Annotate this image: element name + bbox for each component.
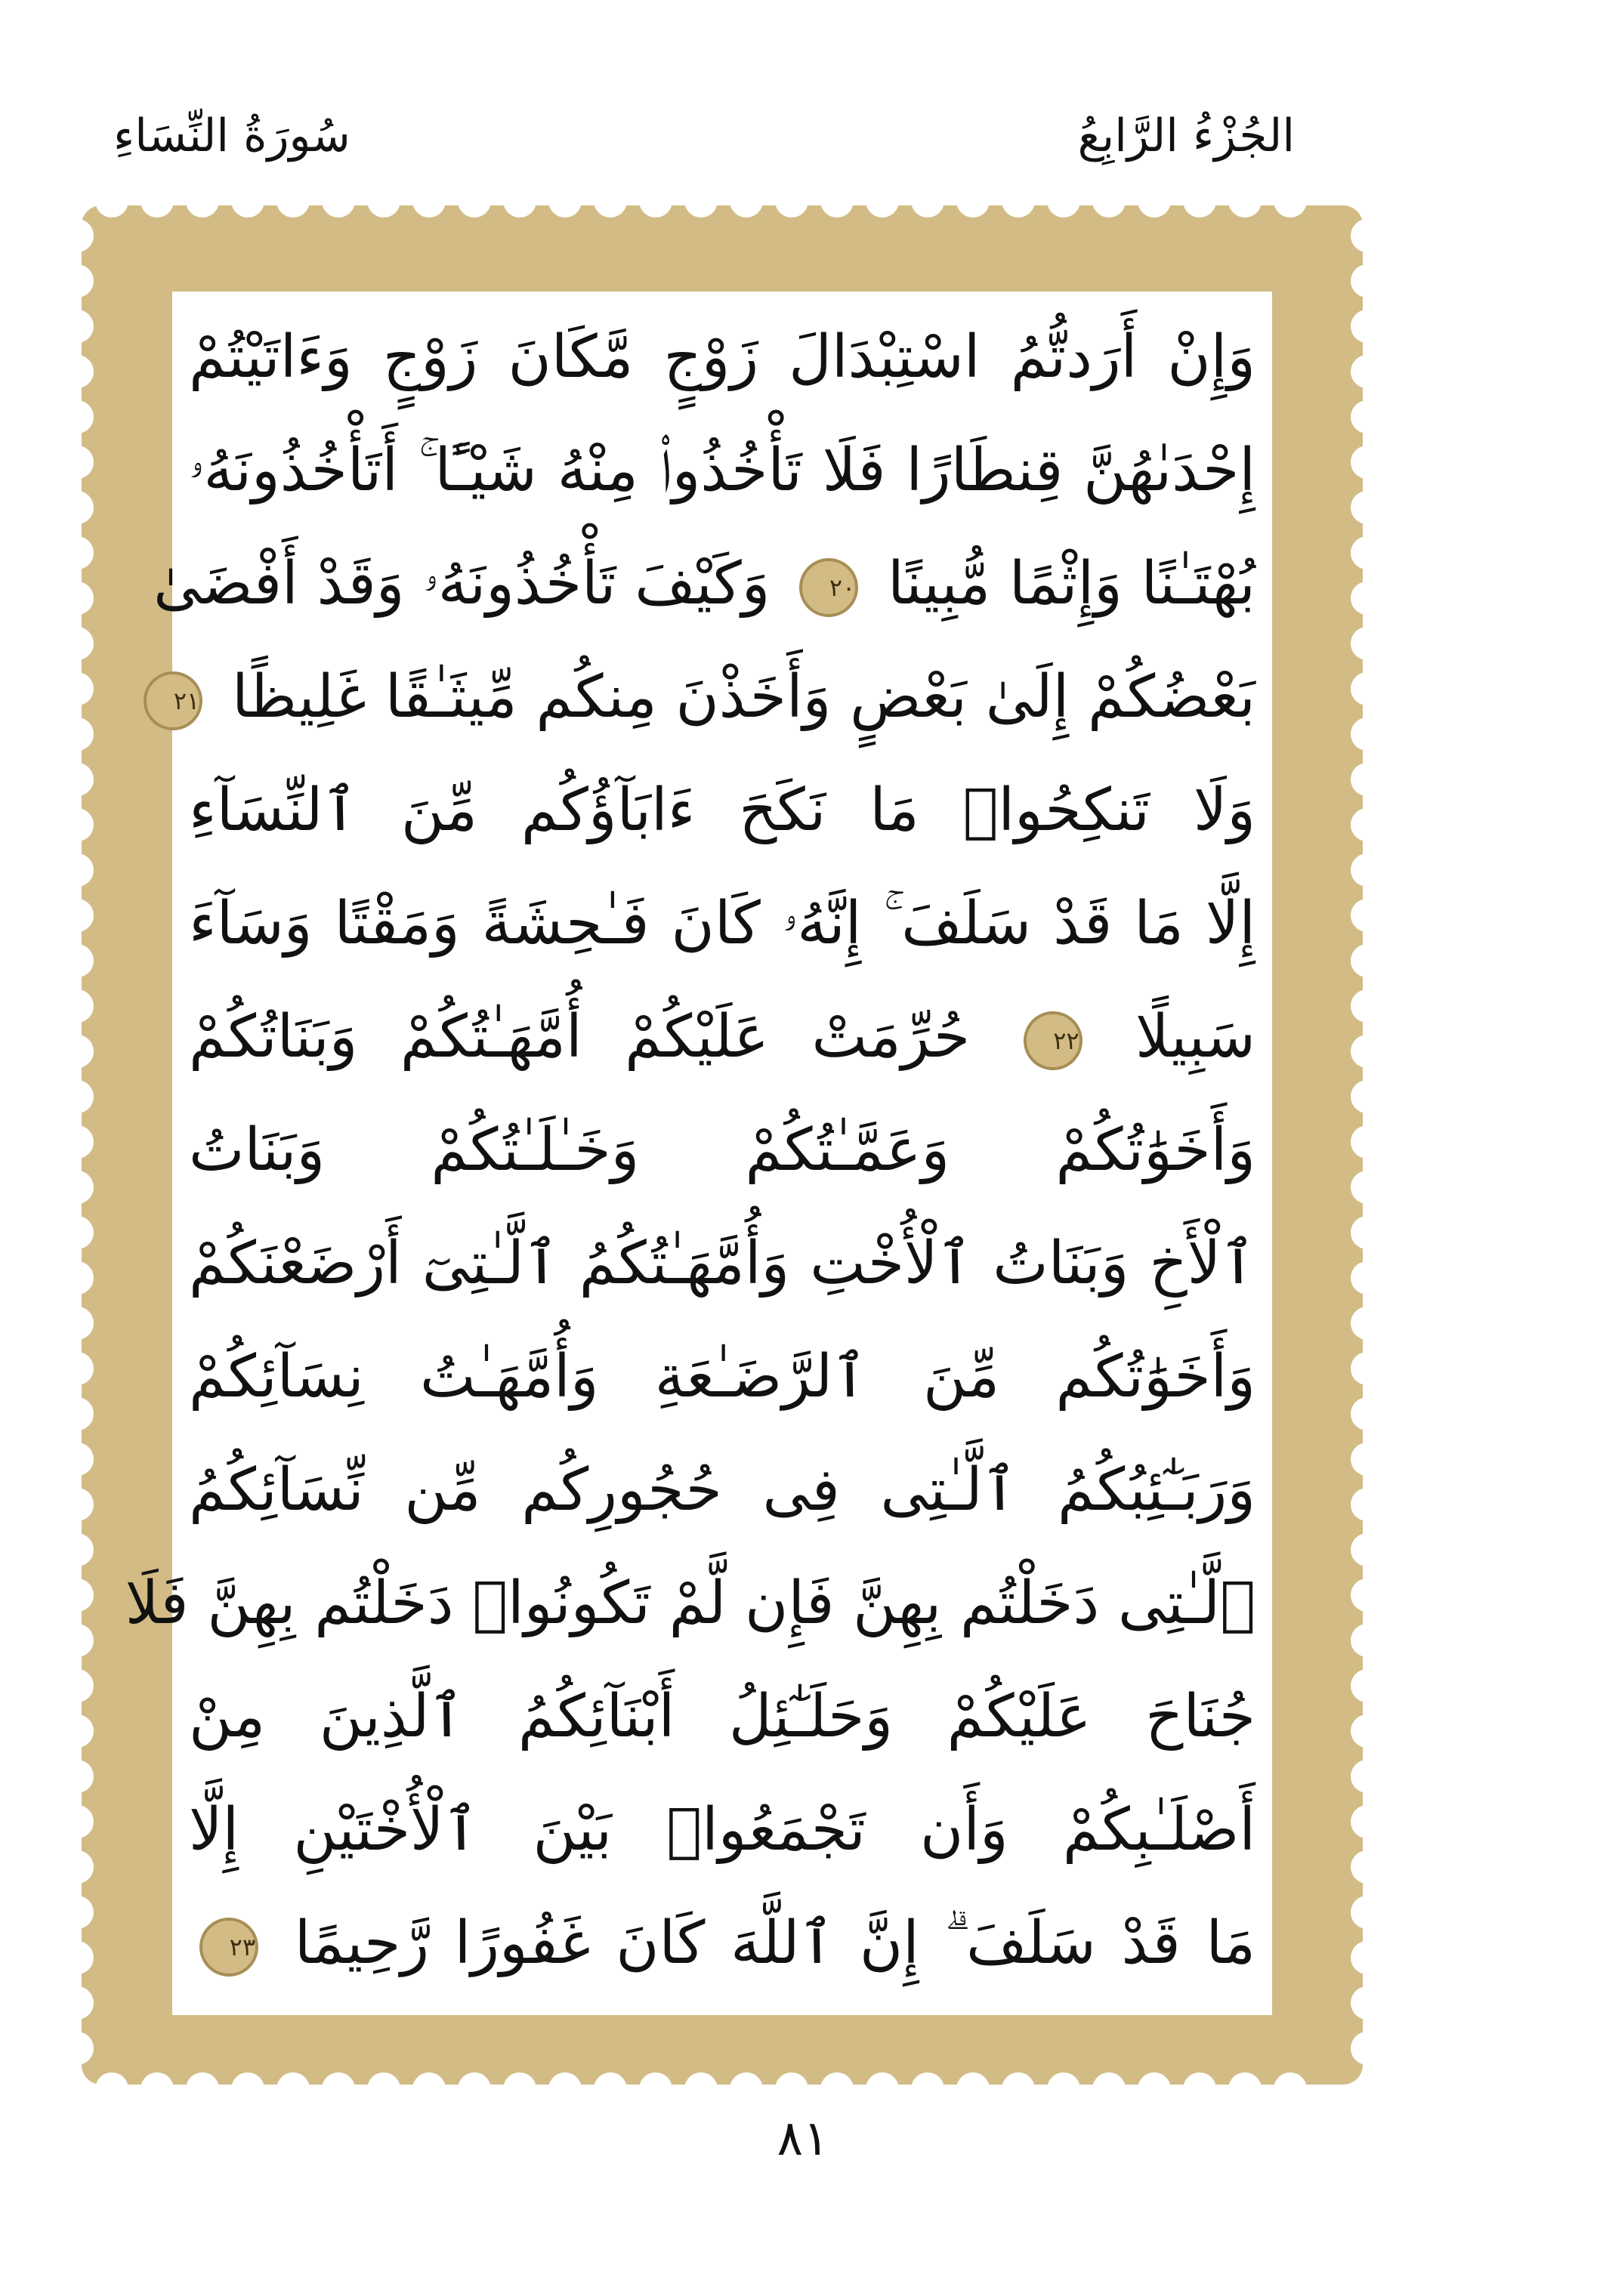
frame-scallop bbox=[60, 446, 94, 479]
frame-scallop bbox=[1351, 400, 1384, 434]
frame-scallop bbox=[684, 184, 718, 218]
frame-scallop bbox=[1351, 1488, 1384, 1521]
frame-scallop bbox=[1351, 1624, 1384, 1657]
frame-scallop bbox=[60, 1125, 94, 1159]
frame-scallop bbox=[1351, 763, 1384, 796]
frame-scallop bbox=[60, 491, 94, 524]
frame-scallop bbox=[60, 1669, 94, 1702]
frame-scallop bbox=[60, 1986, 94, 2020]
frame-scallop bbox=[60, 1850, 94, 1884]
frame-scallop bbox=[412, 2072, 446, 2106]
page-number: ٨١ bbox=[777, 2111, 829, 2167]
frame-scallop bbox=[60, 1805, 94, 1838]
frame-scallop bbox=[231, 184, 264, 218]
frame-scallop bbox=[60, 1397, 94, 1430]
frame-scallop bbox=[60, 1896, 94, 1929]
frame-scallop bbox=[458, 184, 491, 218]
frame-scallop bbox=[1351, 582, 1384, 615]
frame-scallop bbox=[60, 1714, 94, 1748]
verse-line bbox=[189, 867, 1255, 980]
verse-text: أَصْلَـٰبِكُمْ وَأَن تَجْمَعُوا۟ بَيْنَ ٱلْأُخْتَيْنِ إِلَّا bbox=[189, 1796, 1255, 1864]
frame-scallop bbox=[186, 184, 219, 218]
frame-scallop bbox=[1138, 2072, 1171, 2106]
verse-text: وَأَخَوَٰتُكُمْ وَعَمَّـٰتُكُمْ وَخَـٰلَـٰتُكُمْ وَبَنَاتُ bbox=[189, 1116, 1255, 1184]
frame-scallop bbox=[60, 1488, 94, 1521]
frame-scallop bbox=[1351, 718, 1384, 751]
frame-scallop bbox=[60, 944, 94, 977]
juz-header: الجُزْءُ الرَّابِعُ bbox=[1077, 110, 1295, 162]
verse-text: حُرِّمَتْ عَلَيْكُمْ أُمَّهَـٰتُكُمْ وَبَنَاتُكُمْ bbox=[189, 1003, 971, 1071]
frame-scallop bbox=[412, 184, 446, 218]
frame-scallop bbox=[1183, 2072, 1216, 2106]
frame-scallop bbox=[95, 2072, 128, 2106]
frame-scallop bbox=[1351, 219, 1384, 252]
frame-scallop bbox=[1138, 184, 1171, 218]
verse-text: جُنَاحَ عَلَيْكُمْ وَحَلَـٰٓئِلُ أَبْنَآئِكُمُ ٱلَّذِينَ مِنْ bbox=[189, 1683, 1255, 1751]
frame-scallop bbox=[60, 2032, 94, 2065]
ayah-number-marker: ٢١ bbox=[144, 671, 202, 730]
verse-text: ٱلْأَخِ وَبَنَاتُ ٱلْأُخْتِ وَأُمَّهَـٰتُكُمُ ٱلَّـٰتِىٓ أَرْضَعْنَكُمْ bbox=[189, 1230, 1255, 1298]
frame-scallop bbox=[60, 582, 94, 615]
verse-text: مَا قَدْ سَلَفَ ۗ إِنَّ ٱللَّهَ كَانَ غَفُورًا رَّحِيمًا bbox=[294, 1909, 1256, 1977]
frame-scallop bbox=[866, 2072, 899, 2106]
frame-scallop bbox=[1351, 1669, 1384, 1702]
frame-scallop bbox=[1092, 2072, 1126, 2106]
verse-line bbox=[189, 1660, 1255, 1773]
frame-scallop bbox=[1351, 944, 1384, 977]
frame-scallop bbox=[1002, 2072, 1035, 2106]
verse-text: إِحْدَىٰهُنَّ قِنطَارًا فَلَا تَأْخُذُوا۟ مِنْهُ شَيْـًٔا ۚ أَتَأْخُذُونَهُۥ bbox=[189, 437, 1255, 505]
frame-scallop bbox=[1351, 1125, 1384, 1159]
frame-scallop bbox=[60, 1578, 94, 1612]
frame-scallop bbox=[1092, 184, 1126, 218]
frame-scallop bbox=[730, 184, 763, 218]
verse-line bbox=[189, 754, 1255, 867]
frame-scallop bbox=[1351, 627, 1384, 660]
frame-scallop bbox=[684, 2072, 718, 2106]
frame-scallop bbox=[1351, 1080, 1384, 1113]
frame-scallop bbox=[1351, 491, 1384, 524]
frame-scallop bbox=[1351, 1986, 1384, 2020]
frame-scallop bbox=[866, 184, 899, 218]
frame-scallop bbox=[1351, 536, 1384, 569]
frame-scallop bbox=[1228, 184, 1262, 218]
frame-scallop bbox=[1351, 853, 1384, 887]
frame-scallop bbox=[367, 2072, 400, 2106]
ayah-number-marker: ٢٢ bbox=[1024, 1011, 1083, 1070]
verse-line bbox=[189, 1207, 1255, 1320]
verse-text: وَإِنْ أَرَدتُّمُ اسْتِبْدَالَ زَوْجٍ مَّكَانَ زَوْجٍ وَءَاتَيْتُمْ bbox=[189, 323, 1255, 391]
frame-scallop bbox=[594, 2072, 627, 2106]
frame-scallop bbox=[60, 853, 94, 887]
frame-scallop bbox=[60, 219, 94, 252]
frame-scallop bbox=[1047, 2072, 1080, 2106]
surah-header: سُورَةُ النِّسَاءِ bbox=[113, 110, 351, 162]
frame-scallop bbox=[1351, 1850, 1384, 1884]
frame-scallop bbox=[367, 184, 400, 218]
frame-scallop bbox=[820, 2072, 854, 2106]
verse-line bbox=[153, 527, 1255, 640]
frame-scallop bbox=[1351, 1216, 1384, 1249]
frame-scallop bbox=[276, 2072, 310, 2106]
frame-scallop bbox=[1351, 1533, 1384, 1566]
verse-line bbox=[173, 640, 1255, 754]
frame-scallop bbox=[820, 184, 854, 218]
frame-scallop bbox=[60, 1171, 94, 1204]
frame-scallop bbox=[60, 310, 94, 343]
frame-scallop bbox=[1274, 2072, 1307, 2106]
verse-text: بَعْضُكُمْ إِلَىٰ بَعْضٍ وَأَخَذْنَ مِنكُم مِّيثَـٰقًا غَلِيظًا bbox=[232, 663, 1255, 731]
frame-scallop bbox=[60, 1261, 94, 1295]
frame-scallop bbox=[60, 1624, 94, 1657]
frame-scallop bbox=[1351, 1443, 1384, 1476]
frame-scallop bbox=[186, 2072, 219, 2106]
frame-scallop bbox=[1351, 1805, 1384, 1838]
frame-scallop bbox=[1351, 1171, 1384, 1204]
ayah-number-marker: ٢٠ bbox=[799, 558, 858, 617]
frame-scallop bbox=[60, 1352, 94, 1385]
frame-scallop bbox=[60, 718, 94, 751]
frame-scallop bbox=[775, 184, 808, 218]
frame-scallop bbox=[1002, 184, 1035, 218]
frame-scallop bbox=[60, 1760, 94, 1793]
frame-scallop bbox=[141, 184, 174, 218]
verse-line bbox=[189, 1773, 1255, 1887]
frame-scallop bbox=[1047, 184, 1080, 218]
frame-scallop bbox=[1228, 2072, 1262, 2106]
frame-scallop bbox=[1351, 989, 1384, 1023]
frame-scallop bbox=[1351, 1261, 1384, 1295]
frame-scallop bbox=[1351, 672, 1384, 705]
frame-scallop bbox=[730, 2072, 763, 2106]
frame-scallop bbox=[95, 184, 128, 218]
frame-scallop bbox=[231, 2072, 264, 2106]
frame-scallop bbox=[60, 1533, 94, 1566]
frame-scallop bbox=[60, 1216, 94, 1249]
verse-line bbox=[189, 1320, 1255, 1433]
frame-scallop bbox=[1351, 1896, 1384, 1929]
frame-scallop bbox=[1351, 355, 1384, 388]
frame-scallop bbox=[1351, 1760, 1384, 1793]
verse-line bbox=[189, 1094, 1255, 1207]
verse-text: وَرَبَـٰٓئِبُكُمُ ٱلَّـٰتِى فِى حُجُورِكُم مِّن نِّسَآئِكُمُ bbox=[189, 1456, 1255, 1524]
frame-scallop bbox=[60, 899, 94, 932]
frame-scallop bbox=[503, 2072, 536, 2106]
frame-scallop bbox=[503, 184, 536, 218]
frame-scallop bbox=[1351, 899, 1384, 932]
frame-scallop bbox=[1351, 1352, 1384, 1385]
frame-scallop bbox=[594, 184, 627, 218]
frame-scallop bbox=[60, 264, 94, 298]
frame-scallop bbox=[60, 1080, 94, 1113]
verse-line bbox=[189, 301, 1255, 414]
frame-scallop bbox=[1351, 808, 1384, 841]
frame-scallop bbox=[1351, 2032, 1384, 2065]
verse-text: ٱلَّـٰتِى دَخَلْتُم بِهِنَّ فَإِن لَّمْ تَكُونُوا۟ دَخَلْتُم بِهِنَّ فَلَا bbox=[125, 1569, 1255, 1637]
frame-scallop bbox=[911, 184, 944, 218]
verse-line bbox=[189, 414, 1255, 527]
frame-scallop bbox=[60, 1443, 94, 1476]
frame-scallop bbox=[458, 2072, 491, 2106]
frame-scallop bbox=[956, 2072, 990, 2106]
ayah-number-marker: ٢٣ bbox=[199, 1918, 258, 1977]
verse-text: وَلَا تَنكِحُوا۟ مَا نَكَحَ ءَابَآؤُكُم مِّنَ ٱلنِّسَآءِ bbox=[189, 776, 1255, 844]
frame-scallop bbox=[60, 536, 94, 569]
frame-scallop bbox=[1351, 1578, 1384, 1612]
frame-scallop bbox=[911, 2072, 944, 2106]
verse-text: سَبِيلًا bbox=[1135, 1003, 1256, 1071]
frame-scallop bbox=[322, 2072, 355, 2106]
frame-scallop bbox=[639, 184, 672, 218]
frame-scallop bbox=[322, 184, 355, 218]
verse-text: وَأَخَوَٰتُكُم مِّنَ ٱلرَّضَـٰعَةِ وَأُمَّهَـٰتُ نِسَآئِكُمْ bbox=[189, 1343, 1255, 1411]
frame-scallop bbox=[639, 2072, 672, 2106]
frame-scallop bbox=[956, 184, 990, 218]
frame-scallop bbox=[1351, 310, 1384, 343]
verse-text: بُهْتَـٰنًا وَإِثْمًا مُّبِينًا bbox=[887, 550, 1255, 618]
frame-scallop bbox=[60, 808, 94, 841]
verse-line bbox=[125, 1547, 1255, 1660]
verse-text: إِلَّا مَا قَدْ سَلَفَ ۚ إِنَّهُۥ كَانَ فَـٰحِشَةً وَمَقْتًا وَسَآءَ bbox=[189, 890, 1255, 958]
frame-scallop bbox=[1351, 446, 1384, 479]
verse-line bbox=[189, 1887, 1255, 2000]
frame-scallop bbox=[1351, 1941, 1384, 1974]
frame-scallop bbox=[1351, 1035, 1384, 1068]
frame-scallop bbox=[775, 2072, 808, 2106]
frame-scallop bbox=[60, 355, 94, 388]
frame-scallop bbox=[1183, 184, 1216, 218]
frame-scallop bbox=[60, 1941, 94, 1974]
frame-scallop bbox=[1351, 1307, 1384, 1340]
frame-scallop bbox=[1274, 184, 1307, 218]
frame-scallop bbox=[548, 184, 582, 218]
frame-scallop bbox=[60, 400, 94, 434]
frame-scallop bbox=[548, 2072, 582, 2106]
frame-scallop bbox=[1351, 264, 1384, 298]
frame-scallop bbox=[60, 627, 94, 660]
frame-scallop bbox=[1351, 1714, 1384, 1748]
verse-line bbox=[189, 980, 1255, 1094]
verse-line bbox=[189, 1433, 1255, 1547]
frame-scallop bbox=[60, 989, 94, 1023]
frame-scallop bbox=[60, 1035, 94, 1068]
frame-scallop bbox=[141, 2072, 174, 2106]
frame-scallop bbox=[60, 672, 94, 705]
frame-scallop bbox=[1351, 1397, 1384, 1430]
verse-text: وَكَيْفَ تَأْخُذُونَهُۥ وَقَدْ أَفْضَىٰ bbox=[153, 550, 771, 618]
frame-scallop bbox=[60, 763, 94, 796]
frame-scallop bbox=[60, 1307, 94, 1340]
frame-scallop bbox=[276, 184, 310, 218]
